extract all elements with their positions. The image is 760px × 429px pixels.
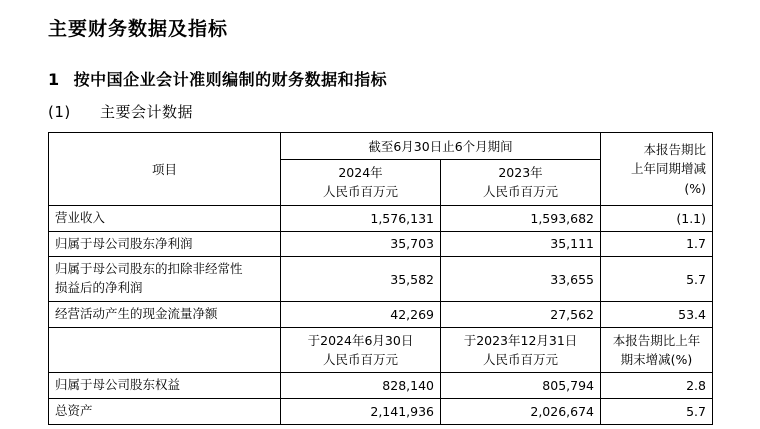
subheader-date-2023-line2: 人民币百万元 bbox=[482, 351, 558, 367]
row-label-line1: 归属于母公司股东的扣除非经常性 bbox=[55, 261, 243, 277]
row-value-2023: 1,593,682 bbox=[441, 205, 601, 231]
row-label: 营业收入 bbox=[49, 205, 281, 231]
row-label: 总资产 bbox=[49, 399, 281, 425]
row-value-2023: 33,655 bbox=[441, 257, 601, 302]
subheader-change-line1: 本报告期比上年 bbox=[612, 332, 701, 348]
row-label: 归属于母公司股东净利润 bbox=[49, 231, 281, 257]
header-col-2024-line1: 2024年 bbox=[338, 165, 383, 180]
table-row bbox=[49, 301, 713, 327]
header-col-2023 bbox=[441, 160, 601, 206]
header-col-2023-line2: 人民币百万元 bbox=[482, 184, 558, 200]
subheader-date-2023 bbox=[441, 327, 601, 373]
subheader-change-line2: 期末增减(%) bbox=[620, 351, 693, 367]
section-number: 1 bbox=[48, 70, 60, 89]
header-change-line2: 上年同期增减 bbox=[630, 161, 706, 177]
row-value-2024: 35,582 bbox=[281, 257, 441, 302]
header-change-line3: (%) bbox=[684, 180, 706, 196]
row-value-2024: 42,269 bbox=[281, 301, 441, 327]
header-change-column bbox=[601, 133, 713, 206]
row-change: (1.1) bbox=[601, 205, 713, 231]
subheader-date-2024 bbox=[281, 327, 441, 373]
row-change: 53.4 bbox=[601, 301, 713, 327]
row-change: 1.7 bbox=[601, 231, 713, 257]
row-label: 归属于母公司股东权益 bbox=[49, 373, 281, 399]
row-change: 2.8 bbox=[601, 373, 713, 399]
header-col-2024 bbox=[281, 160, 441, 206]
section-heading bbox=[48, 67, 760, 90]
subheader-date-2024-line1: 于2024年6月30日 bbox=[307, 332, 414, 348]
table-row bbox=[49, 257, 713, 302]
subsection-number: (1) bbox=[48, 103, 71, 121]
subheader-date-2024-line2: 人民币百万元 bbox=[322, 351, 398, 367]
page-title: 主要财务数据及指标 bbox=[48, 18, 229, 40]
row-value-2023: 35,111 bbox=[441, 231, 601, 257]
subsection-title: 主要会计数据 bbox=[100, 103, 194, 121]
table-row bbox=[49, 399, 713, 425]
row-value-2023: 2,026,674 bbox=[441, 399, 601, 425]
header-item-label: 项目 bbox=[49, 133, 281, 206]
table-row bbox=[49, 231, 713, 257]
subheader-change bbox=[601, 327, 713, 373]
subsection-heading bbox=[48, 101, 760, 122]
header-col-2023-line1: 2023年 bbox=[498, 165, 543, 180]
section-title: 按中国企业会计准则编制的财务数据和指标 bbox=[73, 70, 388, 89]
row-value-2024: 2,141,936 bbox=[281, 399, 441, 425]
table-header-row-top bbox=[49, 133, 713, 160]
row-value-2024: 35,703 bbox=[281, 231, 441, 257]
row-change: 5.7 bbox=[601, 399, 713, 425]
header-col-2024-line2: 人民币百万元 bbox=[322, 184, 398, 200]
row-label: 经营活动产生的现金流量净额 bbox=[49, 301, 281, 327]
row-value-2023: 27,562 bbox=[441, 301, 601, 327]
table-row bbox=[49, 373, 713, 399]
row-change: 5.7 bbox=[601, 257, 713, 302]
table-subheader-row bbox=[49, 327, 713, 373]
row-value-2024: 828,140 bbox=[281, 373, 441, 399]
financial-data-table bbox=[48, 132, 713, 425]
row-label-line2: 损益后的净利润 bbox=[55, 280, 143, 295]
header-change-line1: 本报告期比 bbox=[643, 141, 706, 157]
subheader-empty-cell bbox=[49, 327, 281, 373]
row-label bbox=[49, 257, 281, 302]
document-page bbox=[0, 14, 760, 429]
subheader-date-2023-line1: 于2023年12月31日 bbox=[463, 332, 578, 348]
row-value-2024: 1,576,131 bbox=[281, 205, 441, 231]
header-period-span: 截至6月30日止6个月期间 bbox=[281, 133, 601, 160]
row-value-2023: 805,794 bbox=[441, 373, 601, 399]
table-row bbox=[49, 205, 713, 231]
